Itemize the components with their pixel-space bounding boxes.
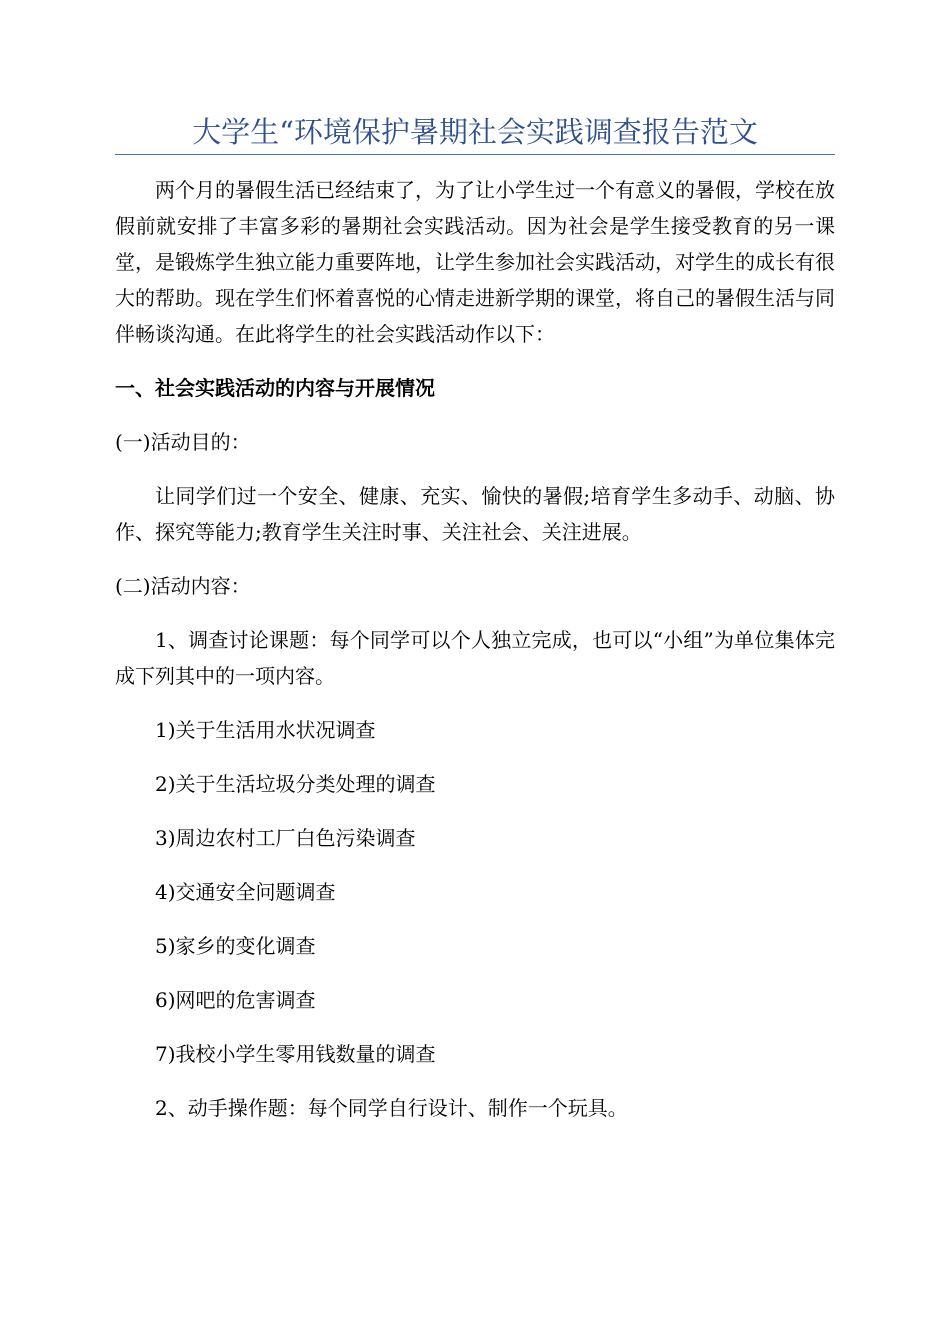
spacer <box>115 694 835 712</box>
intro-paragraph: 两个月的暑假生活已经结束了，为了让小学生过一个有意义的暑假，学校在放假前就安排了丰富多彩的暑期社会实践活动。因为社会是学生接受教育的另一课堂，是锻炼学生独立能力重要阵地，让学生参加社会实践活动，对学生的成长有很大的帮助。现在学生们怀着喜悦的心情走进新学期的课堂，将自己的暑假生活与同伴畅谈沟通。在此将学生的社会实践活动作以下： <box>115 178 835 346</box>
spacer <box>115 406 835 424</box>
item-research-topics: 1、调查讨论课题：每个同学可以个人独立完成，也可以“小组”为单位集体完成下列其中的一项内容。 <box>115 628 835 688</box>
subsection-heading-purpose: (一)活动目的： <box>115 430 251 454</box>
document-body <box>115 172 835 1126</box>
spacer <box>115 856 835 874</box>
spacer <box>115 460 835 478</box>
spacer <box>115 1072 835 1090</box>
section-heading: 一、社会实践活动的内容与开展情况 <box>115 376 435 400</box>
document-title: 大学生“环境保护暑期社会实践调查报告范文 <box>192 115 758 149</box>
purpose-paragraph: 让同学们过一个安全、健康、充实、愉快的暑假;培育学生多动手、动脑、协作、探究等能力;教育学生关注时事、关注社会、关注进展。 <box>115 484 835 544</box>
spacer <box>115 802 835 820</box>
spacer <box>115 748 835 766</box>
topic-item: 5)家乡的变化调查 <box>155 934 316 958</box>
spacer <box>115 352 835 370</box>
topic-item: 2)关于生活垃圾分类处理的调查 <box>155 772 436 796</box>
topic-item: 4)交通安全问题调查 <box>155 880 336 904</box>
topic-item: 3)周边农村工厂白色污染调查 <box>155 826 416 850</box>
subsection-heading-content: (二)活动内容： <box>115 574 251 598</box>
spacer <box>115 550 835 568</box>
topic-item: 6)网吧的危害调查 <box>155 988 316 1012</box>
topic-item: 7)我校小学生零用钱数量的调查 <box>155 1042 436 1066</box>
spacer <box>115 964 835 982</box>
topic-item: 1)关于生活用水状况调查 <box>155 718 376 742</box>
item-hands-on: 2、动手操作题：每个同学自行设计、制作一个玩具。 <box>155 1096 628 1120</box>
spacer <box>115 1018 835 1036</box>
spacer <box>115 604 835 622</box>
spacer <box>115 910 835 928</box>
title-underline <box>115 154 835 155</box>
